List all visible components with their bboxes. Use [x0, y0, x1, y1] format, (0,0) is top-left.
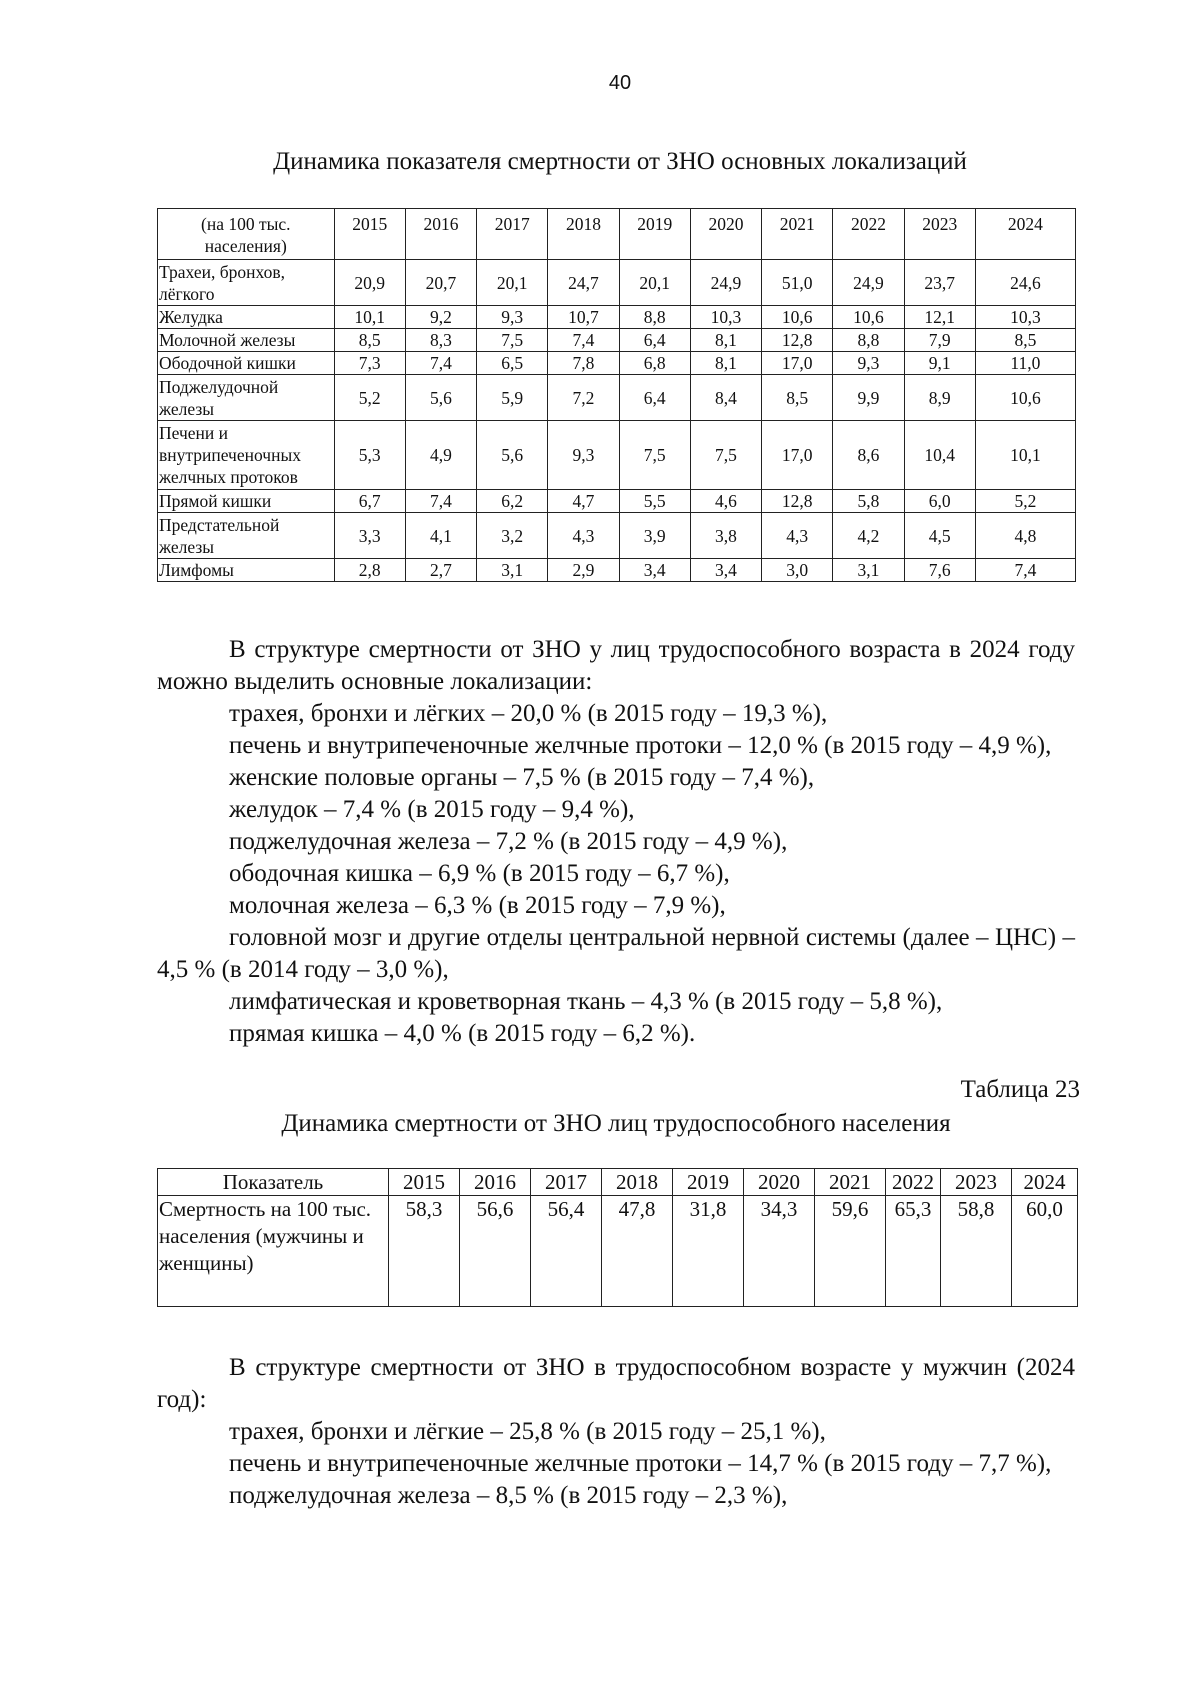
- table-cell: 20,7: [405, 260, 476, 306]
- table1-header-label: (на 100 тыс. населения): [158, 209, 335, 260]
- table-cell: 20,9: [334, 260, 405, 306]
- paragraph-intro: В структуре смертности от ЗНО у лиц трудоспособного возраста в 2024 году можно выделить основные локализации:: [157, 636, 1075, 695]
- table-cell: 7,5: [690, 421, 761, 490]
- table-cell: 59,6: [815, 1196, 886, 1307]
- year-header: 2016: [405, 209, 476, 260]
- table-cell: 31,8: [673, 1196, 744, 1307]
- table-cell: 10,6: [833, 306, 904, 329]
- list-item: поджелудочная железа – 8,5 % (в 2015 году – 2,3 %),: [229, 1482, 788, 1509]
- table-cell: 12,1: [904, 306, 975, 329]
- table-cell: 7,5: [619, 421, 690, 490]
- table-row: [158, 375, 1076, 421]
- table2-title: Динамика смертности от ЗНО лиц трудоспособного населения: [281, 1110, 951, 1137]
- list-item: трахея, бронхи и лёгких – 20,0 % (в 2015 году – 19,3 %),: [229, 700, 828, 727]
- table-cell: 8,9: [904, 375, 975, 421]
- paragraph-intro: В структуре смертности от ЗНО в трудоспособном возрасте у мужчин (2024 год):: [157, 1354, 1075, 1413]
- table-cell: 56,6: [460, 1196, 531, 1307]
- table-cell: 10,6: [975, 375, 1075, 421]
- year-header: 2018: [602, 1169, 673, 1196]
- year-header: 2023: [904, 209, 975, 260]
- table-cell: 10,3: [690, 306, 761, 329]
- row-label: Трахеи, бронхов, лёгкого: [158, 260, 335, 306]
- text-block-1: [157, 634, 1075, 1050]
- table-cell: 24,7: [548, 260, 619, 306]
- row-label: Молочной железы: [158, 329, 335, 352]
- page-number: 40: [608, 72, 632, 94]
- table-cell: 6,4: [619, 375, 690, 421]
- table-cell: 8,5: [975, 329, 1075, 352]
- table-row: [158, 306, 1076, 329]
- table-row: [158, 421, 1076, 490]
- list-item: головной мозг и другие отделы центральной нервной системы (далее – ЦНС) – 4,5 % (в 2014 году – 3,0 %),: [157, 924, 1075, 983]
- table-cell: 9,3: [477, 306, 548, 329]
- table-cell: 10,1: [975, 421, 1075, 490]
- table-cell: 20,1: [477, 260, 548, 306]
- table-number-label: Таблица 23: [960, 1076, 1080, 1103]
- table-cell: 2,9: [548, 559, 619, 582]
- table-cell: 10,3: [975, 306, 1075, 329]
- table-cell: 7,6: [904, 559, 975, 582]
- table-cell: 3,4: [690, 559, 761, 582]
- table-cell: 3,3: [334, 513, 405, 559]
- table-cell: 8,1: [690, 329, 761, 352]
- table-cell: 2,7: [405, 559, 476, 582]
- table-cell: 51,0: [762, 260, 833, 306]
- table-cell: 56,4: [531, 1196, 602, 1307]
- list-item: поджелудочная железа – 7,2 % (в 2015 году – 4,9 %),: [229, 828, 788, 855]
- table-cell: 5,8: [833, 490, 904, 513]
- table-cell: 24,9: [690, 260, 761, 306]
- table-cell: 9,1: [904, 352, 975, 375]
- table-cell: 4,5: [904, 513, 975, 559]
- table-row: [158, 1196, 1078, 1307]
- table-cell: 8,8: [619, 306, 690, 329]
- table-row: [158, 490, 1076, 513]
- table-cell: 60,0: [1012, 1196, 1078, 1307]
- year-header: 2015: [334, 209, 405, 260]
- table-cell: 3,0: [762, 559, 833, 582]
- table-cell: 8,1: [690, 352, 761, 375]
- year-header: 2022: [886, 1169, 941, 1196]
- table-cell: 8,6: [833, 421, 904, 490]
- list-item: трахея, бронхи и лёгкие – 25,8 % (в 2015 году – 25,1 %),: [229, 1418, 826, 1445]
- table-cell: 7,4: [405, 490, 476, 513]
- row-label: Поджелудочной железы: [158, 375, 335, 421]
- table-cell: 3,9: [619, 513, 690, 559]
- table2-header-label: Показатель: [158, 1169, 389, 1196]
- table-cell: 8,5: [762, 375, 833, 421]
- row-label: Прямой кишки: [158, 490, 335, 513]
- list-item: печень и внутрипеченочные желчные протоки – 12,0 % (в 2015 году – 4,9 %),: [229, 732, 1052, 759]
- table-cell: 4,8: [975, 513, 1075, 559]
- row-label: Предстательной железы: [158, 513, 335, 559]
- table-cell: 7,3: [334, 352, 405, 375]
- list-item: желудок – 7,4 % (в 2015 году – 9,4 %),: [229, 796, 635, 823]
- table-cell: 6,2: [477, 490, 548, 513]
- table-cell: 8,5: [334, 329, 405, 352]
- row-label: Смертность на 100 тыс. населения (мужчины и женщины): [158, 1196, 389, 1307]
- table-cell: 9,3: [548, 421, 619, 490]
- table-cell: 10,1: [334, 306, 405, 329]
- list-item: ободочная кишка – 6,9 % (в 2015 году – 6,7 %),: [229, 860, 730, 887]
- table-cell: 8,8: [833, 329, 904, 352]
- row-label: Лимфомы: [158, 559, 335, 582]
- table-cell: 11,0: [975, 352, 1075, 375]
- table-cell: 24,6: [975, 260, 1075, 306]
- year-header: 2024: [975, 209, 1075, 260]
- table-cell: 58,3: [389, 1196, 460, 1307]
- year-header: 2017: [531, 1169, 602, 1196]
- table-cell: 4,9: [405, 421, 476, 490]
- list-item: женские половые органы – 7,5 % (в 2015 году – 7,4 %),: [229, 764, 815, 791]
- table-cell: 4,3: [762, 513, 833, 559]
- table-cell: 9,3: [833, 352, 904, 375]
- working-age-mortality-table: [157, 1168, 1078, 1307]
- list-item: лимфатическая и кроветворная ткань – 4,3 % (в 2015 году – 5,8 %),: [229, 988, 943, 1015]
- table-cell: 8,3: [405, 329, 476, 352]
- table-cell: 4,7: [548, 490, 619, 513]
- year-header: 2023: [941, 1169, 1012, 1196]
- table-cell: 47,8: [602, 1196, 673, 1307]
- row-label: Ободочной кишки: [158, 352, 335, 375]
- text-block-2: [157, 1352, 1075, 1512]
- table-cell: 6,0: [904, 490, 975, 513]
- year-header: 2024: [1012, 1169, 1078, 1196]
- table-cell: 3,8: [690, 513, 761, 559]
- table-cell: 5,3: [334, 421, 405, 490]
- table-row: [158, 513, 1076, 559]
- table-cell: 7,4: [975, 559, 1075, 582]
- table-row: [158, 559, 1076, 582]
- year-header: 2018: [548, 209, 619, 260]
- table-cell: 17,0: [762, 352, 833, 375]
- table-cell: 5,5: [619, 490, 690, 513]
- table-cell: 8,4: [690, 375, 761, 421]
- table-cell: 7,5: [477, 329, 548, 352]
- table-cell: 7,2: [548, 375, 619, 421]
- table-cell: 24,9: [833, 260, 904, 306]
- table-cell: 9,9: [833, 375, 904, 421]
- table-cell: 9,2: [405, 306, 476, 329]
- table-cell: 20,1: [619, 260, 690, 306]
- table-cell: 6,8: [619, 352, 690, 375]
- table-cell: 4,2: [833, 513, 904, 559]
- table-cell: 6,5: [477, 352, 548, 375]
- year-header: 2016: [460, 1169, 531, 1196]
- table-row: [158, 260, 1076, 306]
- table-cell: 3,1: [833, 559, 904, 582]
- year-header: 2020: [690, 209, 761, 260]
- year-header: 2017: [477, 209, 548, 260]
- list-item: молочная железа – 6,3 % (в 2015 году – 7,9 %),: [229, 892, 726, 919]
- table1-title: Динамика показателя смертности от ЗНО основных локализаций: [273, 148, 967, 175]
- table-cell: 7,9: [904, 329, 975, 352]
- table-cell: 5,2: [334, 375, 405, 421]
- table-cell: 6,7: [334, 490, 405, 513]
- table-cell: 5,6: [477, 421, 548, 490]
- year-header: 2021: [762, 209, 833, 260]
- table-cell: 34,3: [744, 1196, 815, 1307]
- table-cell: 3,1: [477, 559, 548, 582]
- table-cell: 7,8: [548, 352, 619, 375]
- table-cell: 12,8: [762, 329, 833, 352]
- table-cell: 58,8: [941, 1196, 1012, 1307]
- row-label: Желудка: [158, 306, 335, 329]
- table-cell: 7,4: [405, 352, 476, 375]
- table-row: [158, 329, 1076, 352]
- table-cell: 7,4: [548, 329, 619, 352]
- year-header: 2021: [815, 1169, 886, 1196]
- table-cell: 4,6: [690, 490, 761, 513]
- table2-header-row: [158, 1169, 1078, 1196]
- table-cell: 5,2: [975, 490, 1075, 513]
- year-header: 2019: [619, 209, 690, 260]
- table-cell: 10,4: [904, 421, 975, 490]
- year-header: 2022: [833, 209, 904, 260]
- mortality-localization-table: [157, 208, 1076, 582]
- row-label: Печени и внутрипеченочных желчных протоков: [158, 421, 335, 490]
- table-cell: 10,7: [548, 306, 619, 329]
- table-cell: 4,1: [405, 513, 476, 559]
- table-cell: 5,6: [405, 375, 476, 421]
- table-cell: 2,8: [334, 559, 405, 582]
- table-cell: 5,9: [477, 375, 548, 421]
- table-cell: 12,8: [762, 490, 833, 513]
- table-cell: 65,3: [886, 1196, 941, 1307]
- table-cell: 17,0: [762, 421, 833, 490]
- list-item: прямая кишка – 4,0 % (в 2015 году – 6,2 %).: [229, 1020, 696, 1047]
- table-cell: 3,2: [477, 513, 548, 559]
- table-row: [158, 352, 1076, 375]
- table-cell: 6,4: [619, 329, 690, 352]
- table-cell: 4,3: [548, 513, 619, 559]
- table-cell: 23,7: [904, 260, 975, 306]
- year-header: 2015: [389, 1169, 460, 1196]
- table-cell: 10,6: [762, 306, 833, 329]
- table1-header-row: [158, 209, 1076, 260]
- year-header: 2020: [744, 1169, 815, 1196]
- year-header: 2019: [673, 1169, 744, 1196]
- list-item: печень и внутрипеченочные желчные протоки – 14,7 % (в 2015 году – 7,7 %),: [229, 1450, 1052, 1477]
- table-cell: 3,4: [619, 559, 690, 582]
